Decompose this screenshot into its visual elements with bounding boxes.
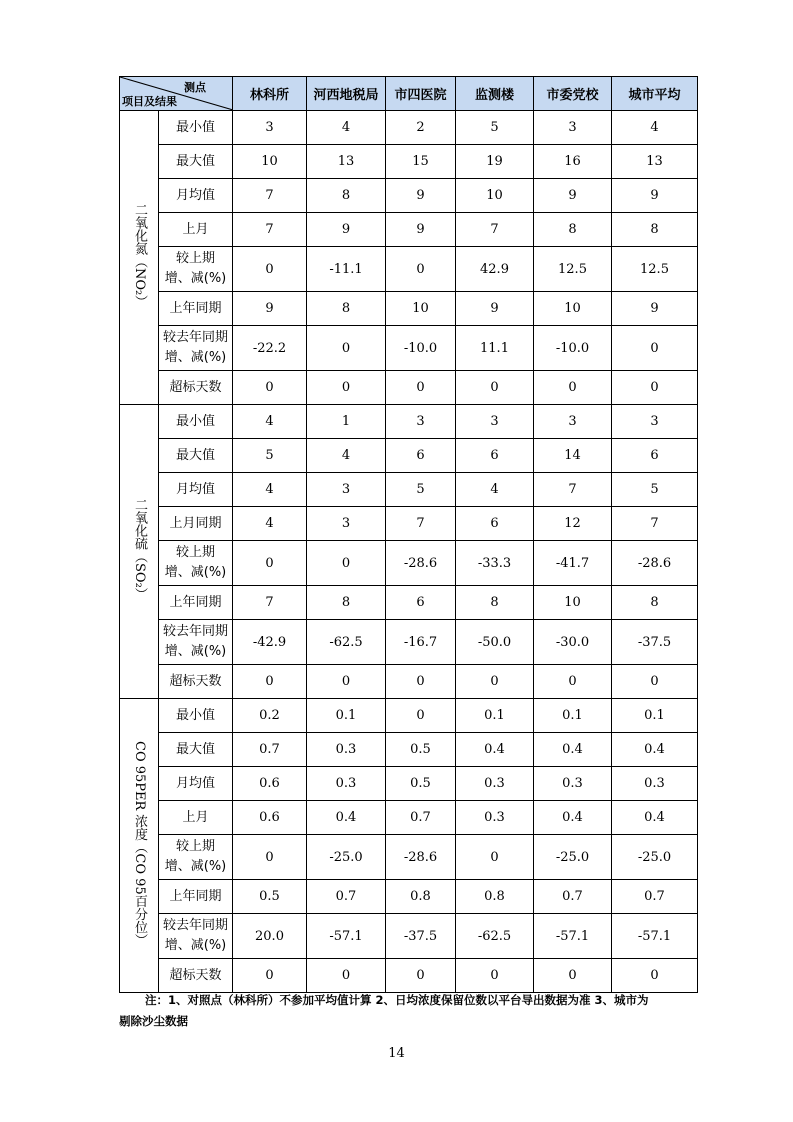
metric-label bbox=[159, 914, 233, 959]
table-row bbox=[120, 586, 698, 620]
metric-label bbox=[159, 959, 233, 993]
value-cell: -57.1 bbox=[534, 914, 612, 959]
value-cell: 0.7 bbox=[233, 733, 307, 767]
value-cell: 9 bbox=[307, 213, 386, 247]
metric-label-line: 超标天数 bbox=[169, 673, 222, 689]
value-cell: 3 bbox=[386, 405, 456, 439]
value-cell: 7 bbox=[612, 507, 698, 541]
metric-label-line: 较上期 bbox=[175, 251, 215, 266]
value-cell: 8 bbox=[612, 586, 698, 620]
value-cell: -30.0 bbox=[534, 620, 612, 665]
value-cell: -10.0 bbox=[534, 326, 612, 371]
value-cell: 7 bbox=[534, 473, 612, 507]
value-cell: -50.0 bbox=[456, 620, 534, 665]
metric-label-line: 最小值 bbox=[175, 119, 215, 135]
value-cell: 3 bbox=[233, 111, 307, 145]
value-cell: 0.2 bbox=[233, 699, 307, 733]
value-cell: 0.8 bbox=[456, 880, 534, 914]
value-cell: 9 bbox=[233, 292, 307, 326]
value-cell: -28.6 bbox=[386, 541, 456, 586]
value-cell: -25.0 bbox=[612, 835, 698, 880]
value-cell: 11.1 bbox=[456, 326, 534, 371]
value-cell: 0 bbox=[307, 371, 386, 405]
value-cell: 13 bbox=[307, 145, 386, 179]
pollutant-label-text: 二氧化氮（NO₂） bbox=[132, 202, 147, 309]
value-cell: -62.5 bbox=[307, 620, 386, 665]
metric-label-line: 上年同期 bbox=[169, 594, 222, 610]
value-cell: 8 bbox=[534, 213, 612, 247]
metric-label bbox=[159, 801, 233, 835]
value-cell: 0.3 bbox=[307, 767, 386, 801]
table-row bbox=[120, 326, 698, 371]
column-header: 监测楼 bbox=[456, 77, 534, 111]
metric-label-line: 上月 bbox=[182, 809, 209, 825]
metric-label-line: 较去年同期 bbox=[162, 624, 228, 639]
value-cell: 42.9 bbox=[456, 247, 534, 292]
metric-label-line: 增、减(%) bbox=[164, 565, 227, 580]
value-cell: 0.6 bbox=[233, 767, 307, 801]
value-cell: -16.7 bbox=[386, 620, 456, 665]
value-cell: -33.3 bbox=[456, 541, 534, 586]
value-cell: -25.0 bbox=[307, 835, 386, 880]
value-cell: 0.3 bbox=[307, 733, 386, 767]
table-row bbox=[120, 767, 698, 801]
value-cell: 0 bbox=[307, 326, 386, 371]
value-cell: 0 bbox=[307, 959, 386, 993]
value-cell: 0 bbox=[307, 541, 386, 586]
table-row bbox=[120, 801, 698, 835]
value-cell: 7 bbox=[233, 179, 307, 213]
value-cell: 0.5 bbox=[386, 733, 456, 767]
footnote-line-1: 注：1、对照点（林科所）不参加平均值计算 2、日均浓度保留位数以平台导出数据为准 3、城市为 bbox=[145, 993, 649, 1007]
table-row bbox=[120, 473, 698, 507]
value-cell: 4 bbox=[612, 111, 698, 145]
table-row bbox=[120, 959, 698, 993]
value-cell: 0.7 bbox=[307, 880, 386, 914]
value-cell: 0 bbox=[456, 665, 534, 699]
value-cell: 3 bbox=[307, 507, 386, 541]
value-cell: -28.6 bbox=[386, 835, 456, 880]
value-cell: 4 bbox=[233, 507, 307, 541]
air-quality-table bbox=[119, 76, 698, 993]
value-cell: 9 bbox=[386, 213, 456, 247]
metric-label-line: 较去年同期 bbox=[162, 330, 228, 345]
table-row bbox=[120, 835, 698, 880]
value-cell: 3 bbox=[456, 405, 534, 439]
metric-label-line: 最小值 bbox=[175, 707, 215, 723]
value-cell: 0 bbox=[386, 959, 456, 993]
metric-label-line: 月均值 bbox=[175, 775, 215, 791]
value-cell: 5 bbox=[456, 111, 534, 145]
value-cell: 1 bbox=[307, 405, 386, 439]
value-cell: 0 bbox=[534, 371, 612, 405]
value-cell: -28.6 bbox=[612, 541, 698, 586]
value-cell: 6 bbox=[612, 439, 698, 473]
value-cell: 0.3 bbox=[612, 767, 698, 801]
value-cell: 4 bbox=[233, 405, 307, 439]
metric-label-line: 增、减(%) bbox=[164, 350, 227, 365]
metric-label bbox=[159, 507, 233, 541]
value-cell: 14 bbox=[534, 439, 612, 473]
metric-label-line: 较上期 bbox=[175, 545, 215, 560]
value-cell: 9 bbox=[534, 179, 612, 213]
value-cell: 0.4 bbox=[612, 733, 698, 767]
column-header: 市委党校 bbox=[534, 77, 612, 111]
table-row bbox=[120, 405, 698, 439]
value-cell: 0.5 bbox=[386, 767, 456, 801]
metric-label bbox=[159, 371, 233, 405]
table-row bbox=[120, 213, 698, 247]
value-cell: 0 bbox=[386, 247, 456, 292]
value-cell: 6 bbox=[386, 439, 456, 473]
corner-label-station: 测点 bbox=[184, 81, 206, 94]
value-cell: -25.0 bbox=[534, 835, 612, 880]
metric-label bbox=[159, 665, 233, 699]
value-cell: 0 bbox=[233, 665, 307, 699]
table-row bbox=[120, 247, 698, 292]
metric-label-line: 增、减(%) bbox=[164, 859, 227, 874]
metric-label bbox=[159, 541, 233, 586]
value-cell: 7 bbox=[456, 213, 534, 247]
metric-label-line: 增、减(%) bbox=[164, 938, 227, 953]
column-header: 林科所 bbox=[233, 77, 307, 111]
value-cell: 0.7 bbox=[534, 880, 612, 914]
value-cell: -42.9 bbox=[233, 620, 307, 665]
value-cell: 0 bbox=[233, 247, 307, 292]
value-cell: 0.3 bbox=[456, 767, 534, 801]
value-cell: 0.3 bbox=[534, 767, 612, 801]
value-cell: 6 bbox=[456, 439, 534, 473]
metric-label bbox=[159, 733, 233, 767]
value-cell: 0.7 bbox=[386, 801, 456, 835]
pollutant-label-text: CO 95PER 浓度（CO 95百分位） bbox=[132, 740, 147, 947]
value-cell: 0.3 bbox=[456, 801, 534, 835]
value-cell: -57.1 bbox=[612, 914, 698, 959]
value-cell: 0.4 bbox=[612, 801, 698, 835]
table-row bbox=[120, 179, 698, 213]
table-row bbox=[120, 541, 698, 586]
value-cell: 6 bbox=[456, 507, 534, 541]
value-cell: 6 bbox=[386, 586, 456, 620]
value-cell: 0 bbox=[233, 371, 307, 405]
value-cell: 0.1 bbox=[456, 699, 534, 733]
metric-label-line: 上月 bbox=[182, 221, 209, 237]
value-cell: 0 bbox=[233, 959, 307, 993]
value-cell: 0 bbox=[386, 699, 456, 733]
value-cell: 7 bbox=[233, 586, 307, 620]
metric-label-line: 上年同期 bbox=[169, 888, 222, 904]
pollutant-group-label bbox=[120, 111, 159, 405]
value-cell: 12 bbox=[534, 507, 612, 541]
metric-label-line: 最大值 bbox=[175, 447, 215, 463]
value-cell: 19 bbox=[456, 145, 534, 179]
value-cell: 9 bbox=[612, 292, 698, 326]
metric-label-line: 月均值 bbox=[175, 187, 215, 203]
metric-label-line: 月均值 bbox=[175, 481, 215, 497]
metric-label bbox=[159, 880, 233, 914]
value-cell: 8 bbox=[456, 586, 534, 620]
value-cell: 0 bbox=[386, 665, 456, 699]
value-cell: 10 bbox=[456, 179, 534, 213]
column-header: 城市平均 bbox=[612, 77, 698, 111]
table-row bbox=[120, 371, 698, 405]
value-cell: 12.5 bbox=[612, 247, 698, 292]
value-cell: 0 bbox=[534, 665, 612, 699]
pollutant-group-label bbox=[120, 405, 159, 699]
value-cell: 10 bbox=[233, 145, 307, 179]
value-cell: -41.7 bbox=[534, 541, 612, 586]
value-cell: 13 bbox=[612, 145, 698, 179]
metric-label-line: 较上期 bbox=[175, 839, 215, 854]
value-cell: 0.4 bbox=[307, 801, 386, 835]
value-cell: 7 bbox=[386, 507, 456, 541]
column-header: 河西地税局 bbox=[307, 77, 386, 111]
value-cell: 3 bbox=[307, 473, 386, 507]
value-cell: 15 bbox=[386, 145, 456, 179]
metric-label bbox=[159, 439, 233, 473]
metric-label-line: 增、减(%) bbox=[164, 271, 227, 286]
value-cell: -37.5 bbox=[612, 620, 698, 665]
table-row bbox=[120, 880, 698, 914]
metric-label-line: 上年同期 bbox=[169, 300, 222, 316]
footnote-line-2: 剔除沙尘数据 bbox=[119, 1014, 188, 1028]
value-cell: 0 bbox=[307, 665, 386, 699]
value-cell: 0 bbox=[456, 835, 534, 880]
value-cell: 20.0 bbox=[233, 914, 307, 959]
value-cell: 0 bbox=[386, 371, 456, 405]
value-cell: 5 bbox=[386, 473, 456, 507]
table-row bbox=[120, 507, 698, 541]
table-footnote bbox=[119, 990, 699, 1032]
value-cell: 4 bbox=[307, 439, 386, 473]
value-cell: 3 bbox=[534, 405, 612, 439]
value-cell: 0 bbox=[456, 959, 534, 993]
value-cell: 0 bbox=[456, 371, 534, 405]
metric-label-line: 最小值 bbox=[175, 413, 215, 429]
table-row bbox=[120, 665, 698, 699]
metric-label bbox=[159, 620, 233, 665]
value-cell: 5 bbox=[233, 439, 307, 473]
pollutant-group-label bbox=[120, 699, 159, 993]
metric-label-line: 增、减(%) bbox=[164, 644, 227, 659]
value-cell: 0 bbox=[612, 665, 698, 699]
metric-label-line: 超标天数 bbox=[169, 379, 222, 395]
metric-label bbox=[159, 179, 233, 213]
value-cell: -22.2 bbox=[233, 326, 307, 371]
metric-label bbox=[159, 111, 233, 145]
table-row bbox=[120, 914, 698, 959]
metric-label bbox=[159, 586, 233, 620]
value-cell: 0.4 bbox=[534, 733, 612, 767]
value-cell: 8 bbox=[307, 179, 386, 213]
value-cell: 0.1 bbox=[534, 699, 612, 733]
value-cell: 7 bbox=[233, 213, 307, 247]
table-row bbox=[120, 292, 698, 326]
value-cell: 10 bbox=[534, 292, 612, 326]
table-body bbox=[120, 111, 698, 993]
value-cell: 10 bbox=[534, 586, 612, 620]
value-cell: 0 bbox=[534, 959, 612, 993]
column-header: 市四医院 bbox=[386, 77, 456, 111]
value-cell: -37.5 bbox=[386, 914, 456, 959]
value-cell: -62.5 bbox=[456, 914, 534, 959]
metric-label bbox=[159, 699, 233, 733]
value-cell: 9 bbox=[386, 179, 456, 213]
value-cell: 0 bbox=[612, 326, 698, 371]
metric-label bbox=[159, 767, 233, 801]
metric-label bbox=[159, 835, 233, 880]
metric-label bbox=[159, 292, 233, 326]
page-number: 14 bbox=[388, 1046, 405, 1061]
value-cell: 3 bbox=[612, 405, 698, 439]
value-cell: 0 bbox=[233, 541, 307, 586]
table-header-row bbox=[120, 77, 698, 111]
value-cell: 0.4 bbox=[456, 733, 534, 767]
table-row bbox=[120, 111, 698, 145]
table-row bbox=[120, 145, 698, 179]
metric-label-line: 较去年同期 bbox=[162, 918, 228, 933]
value-cell: 0 bbox=[233, 835, 307, 880]
metric-label-line: 上月同期 bbox=[169, 515, 222, 531]
value-cell: 0.1 bbox=[612, 699, 698, 733]
value-cell: 8 bbox=[612, 213, 698, 247]
value-cell: 10 bbox=[386, 292, 456, 326]
value-cell: 4 bbox=[456, 473, 534, 507]
metric-label bbox=[159, 247, 233, 292]
value-cell: 4 bbox=[307, 111, 386, 145]
value-cell: 0.8 bbox=[386, 880, 456, 914]
metric-label-line: 超标天数 bbox=[169, 967, 222, 983]
value-cell: -57.1 bbox=[307, 914, 386, 959]
table-row bbox=[120, 439, 698, 473]
pollutant-label-text: 二氧化硫（SO₂） bbox=[132, 498, 147, 601]
corner-label-item: 项目及结果 bbox=[122, 95, 177, 108]
value-cell: 5 bbox=[612, 473, 698, 507]
metric-label-line: 最大值 bbox=[175, 153, 215, 169]
value-cell: 0.7 bbox=[612, 880, 698, 914]
value-cell: 9 bbox=[612, 179, 698, 213]
metric-label bbox=[159, 145, 233, 179]
value-cell: 4 bbox=[233, 473, 307, 507]
value-cell: 0 bbox=[612, 371, 698, 405]
table-row bbox=[120, 620, 698, 665]
value-cell: 9 bbox=[456, 292, 534, 326]
header-corner-cell bbox=[120, 77, 233, 111]
metric-label bbox=[159, 326, 233, 371]
value-cell: 0.6 bbox=[233, 801, 307, 835]
value-cell: 8 bbox=[307, 586, 386, 620]
table-row bbox=[120, 699, 698, 733]
value-cell: 0 bbox=[612, 959, 698, 993]
metric-label bbox=[159, 473, 233, 507]
value-cell: 3 bbox=[534, 111, 612, 145]
table-row bbox=[120, 733, 698, 767]
value-cell: 2 bbox=[386, 111, 456, 145]
value-cell: 0.4 bbox=[534, 801, 612, 835]
metric-label bbox=[159, 213, 233, 247]
value-cell: -11.1 bbox=[307, 247, 386, 292]
value-cell: 16 bbox=[534, 145, 612, 179]
metric-label-line: 最大值 bbox=[175, 741, 215, 757]
metric-label bbox=[159, 405, 233, 439]
value-cell: 0.5 bbox=[233, 880, 307, 914]
value-cell: 0.1 bbox=[307, 699, 386, 733]
value-cell: 8 bbox=[307, 292, 386, 326]
value-cell: 12.5 bbox=[534, 247, 612, 292]
value-cell: -10.0 bbox=[386, 326, 456, 371]
